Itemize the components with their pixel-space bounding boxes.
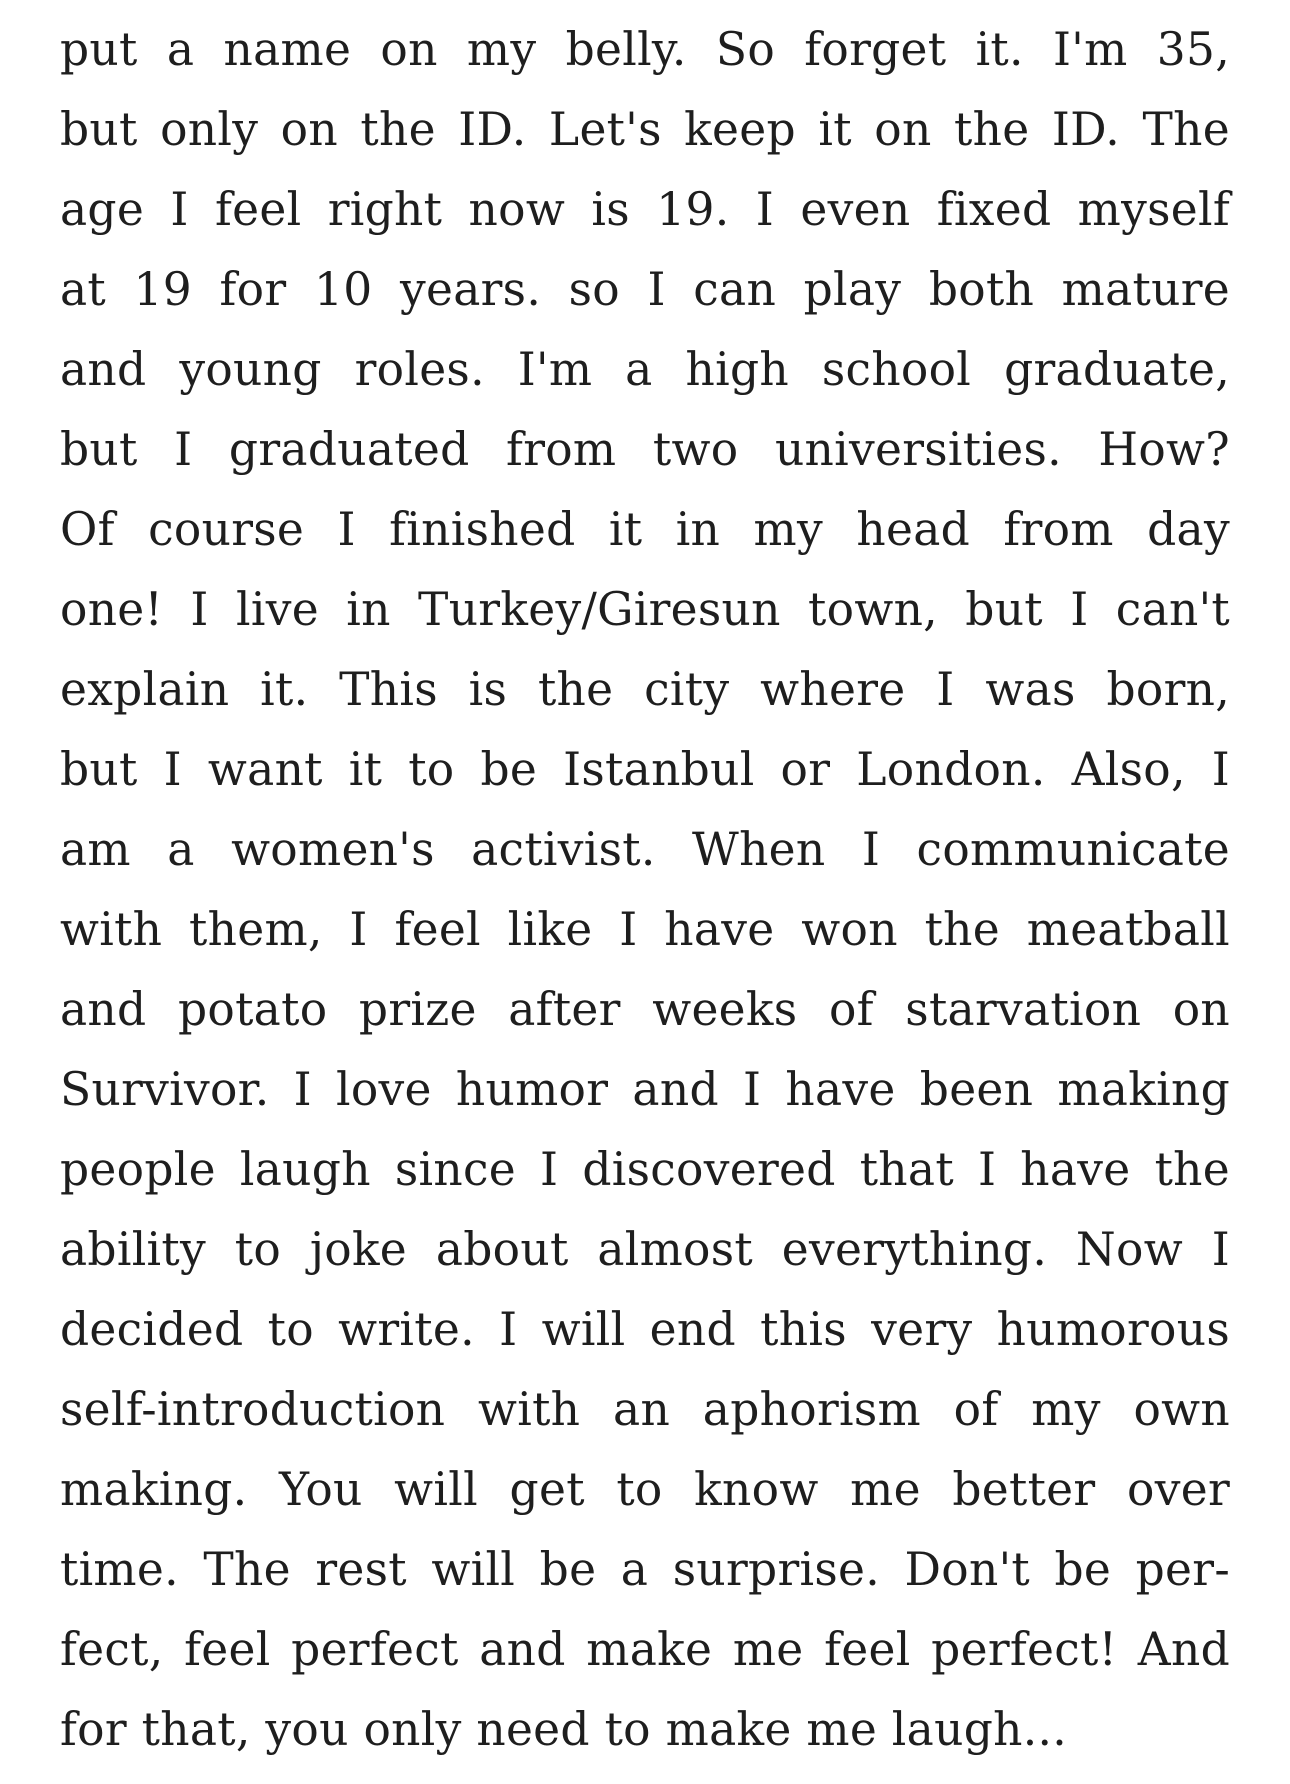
text-line: age I feel right now is 19. I even fixed myself <box>60 183 1230 236</box>
text-line: but I want it to be Istanbul or London. Also, I <box>60 743 1230 796</box>
text-line: making. You will get to know me better over <box>60 1463 1230 1516</box>
text-line: self-introduction with an aphorism of my own <box>60 1383 1230 1436</box>
text-line: one! I live in Turkey/Giresun town, but I can't <box>60 583 1230 636</box>
text-line: time. The rest will be a surprise. Don't be per- <box>60 1543 1230 1596</box>
text-line: decided to write. I will end this very humorous <box>60 1303 1230 1356</box>
text-line: people laugh since I discovered that I have the <box>60 1143 1230 1196</box>
text-line: but I graduated from two universities. How? <box>60 423 1230 476</box>
text-line: Of course I finished it in my head from day <box>60 503 1230 556</box>
text-line: fect, feel perfect and make me feel perfect! And <box>60 1623 1230 1676</box>
text-line: at 19 for 10 years. so I can play both mature <box>60 263 1230 316</box>
text-line: and young roles. I'm a high school graduate, <box>60 343 1230 396</box>
text-line: but only on the ID. Let's keep it on the ID. The <box>60 103 1230 156</box>
text-line: and potato prize after weeks of starvation on <box>60 983 1230 1036</box>
text-line: ability to joke about almost everything. Now I <box>60 1223 1230 1276</box>
text-line: with them, I feel like I have won the meatball <box>60 903 1230 956</box>
text-line: explain it. This is the city where I was born, <box>60 663 1230 716</box>
text-line: am a women's activist. When I communicate <box>60 823 1230 876</box>
body-text <box>60 10 1230 1770</box>
text-line: Survivor. I love humor and I have been making <box>60 1063 1230 1116</box>
text-line: put a name on my belly. So forget it. I'm 35, <box>60 23 1230 76</box>
text-line: for that, you only need to make me laugh... <box>60 1703 1068 1756</box>
